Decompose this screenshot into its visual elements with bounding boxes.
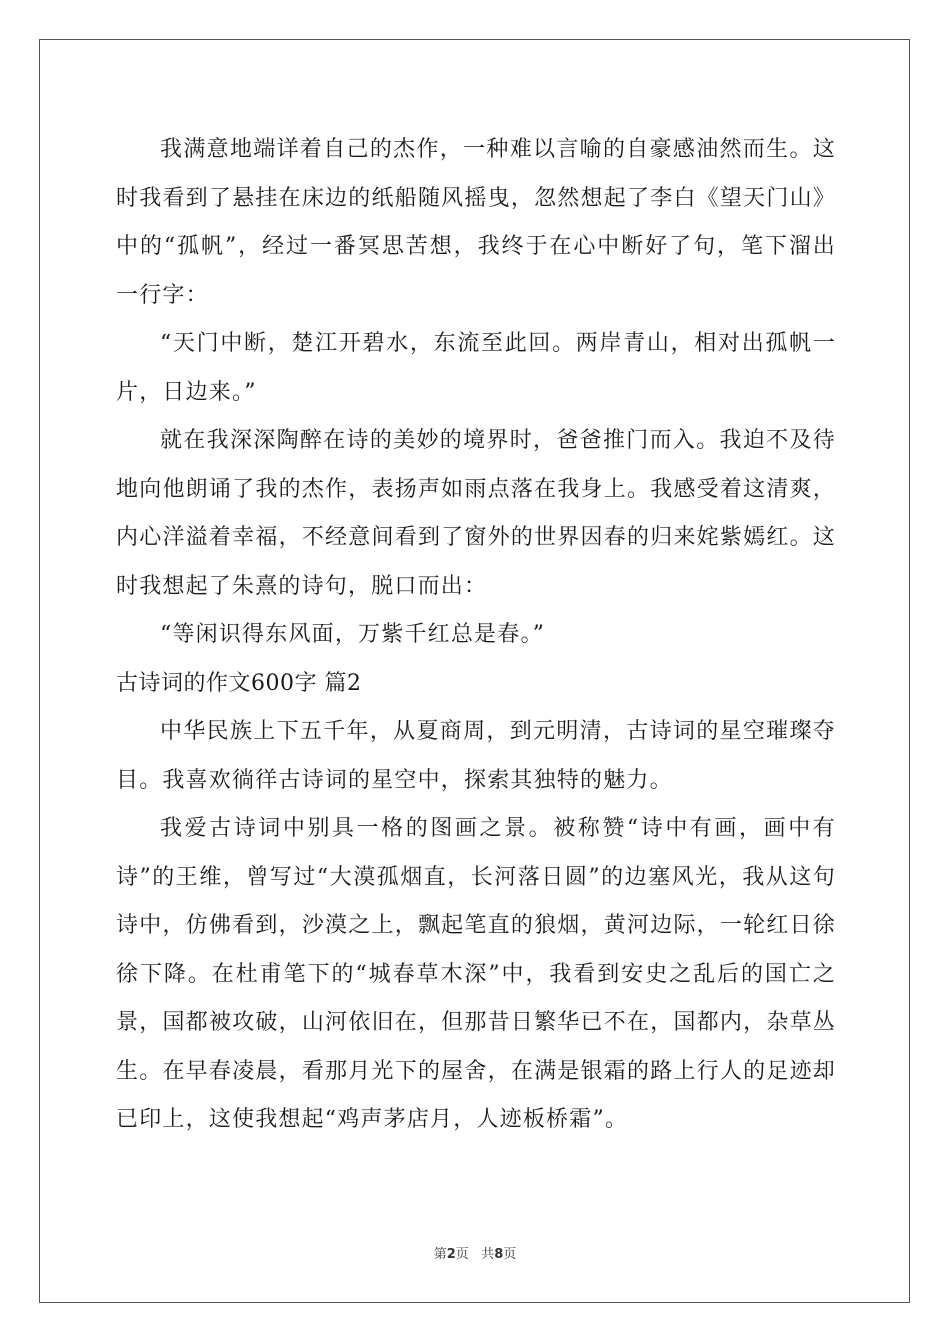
paragraph-5: 中华民族上下五千年，从夏商周，到元明清，古诗词的星空璀璨夺目。我喜欢徜徉古诗词的星空中，探索其独特的魅力。 — [116, 719, 836, 793]
section-heading: 古诗词的作文600字 篇2 — [116, 670, 362, 696]
paragraph-6: 我爱古诗词中别具一格的图画之景。被称赞“诗中有画，画中有诗”的王维，曾写过“大漠孤烟直，长河落日圆”的边塞风光，我从这句诗中，仿佛看到，沙漠之上，飘起笔直的狼烟，黄河边际，一轮红日徐徐下降。在杜甫笔下的“城春草木深”中，我看到安史之乱后的国亡之景，国都被攻破，山河依旧在，但那昔日繁华已不在，国都内，杂草丛生。在早春凌晨，看那月光下的屋舍，在满是银霜的路上行人的足迹却已印上，这使我想起“鸡声茅店月，人迹板桥霜”。 — [116, 816, 836, 1132]
page-footer — [0, 1243, 950, 1262]
page-total: 8 — [494, 1247, 504, 1262]
paragraph-3: 就在我深深陶醉在诗的美妙的境界时，爸爸推门而入。我迫不及待地向他朗诵了我的杰作，表扬声如雨点落在我身上。我感受着这清爽，内心洋溢着幸福，不经意间看到了窗外的世界因春的归来姹紫嫣红。这时我想起了朱熹的诗句，脱口而出： — [116, 428, 836, 599]
document-body — [116, 126, 836, 1145]
page-prefix: 第 — [433, 1247, 447, 1262]
page-suffix: 页 — [455, 1247, 469, 1262]
paragraph-1: 我满意地端详着自己的杰作，一种难以言喻的自豪感油然而生。这时我看到了悬挂在床边的纸船随风摇曳，忽然想起了李白《望天门山》中的“孤帆”，经过一番冥思苦想，我终于在心中断好了句，笔下溜出一行字： — [116, 137, 836, 308]
total-prefix: 共 — [481, 1247, 495, 1262]
paragraph-4-quote: “等闲识得东风面，万紫千红总是春。” — [160, 622, 546, 647]
paragraph-2-quote: “天门中断，楚江开碧水，东流至此回。两岸青山，相对出孤帆一片，日边来。” — [116, 331, 836, 405]
page-current: 2 — [446, 1247, 456, 1262]
total-suffix: 页 — [503, 1247, 517, 1262]
